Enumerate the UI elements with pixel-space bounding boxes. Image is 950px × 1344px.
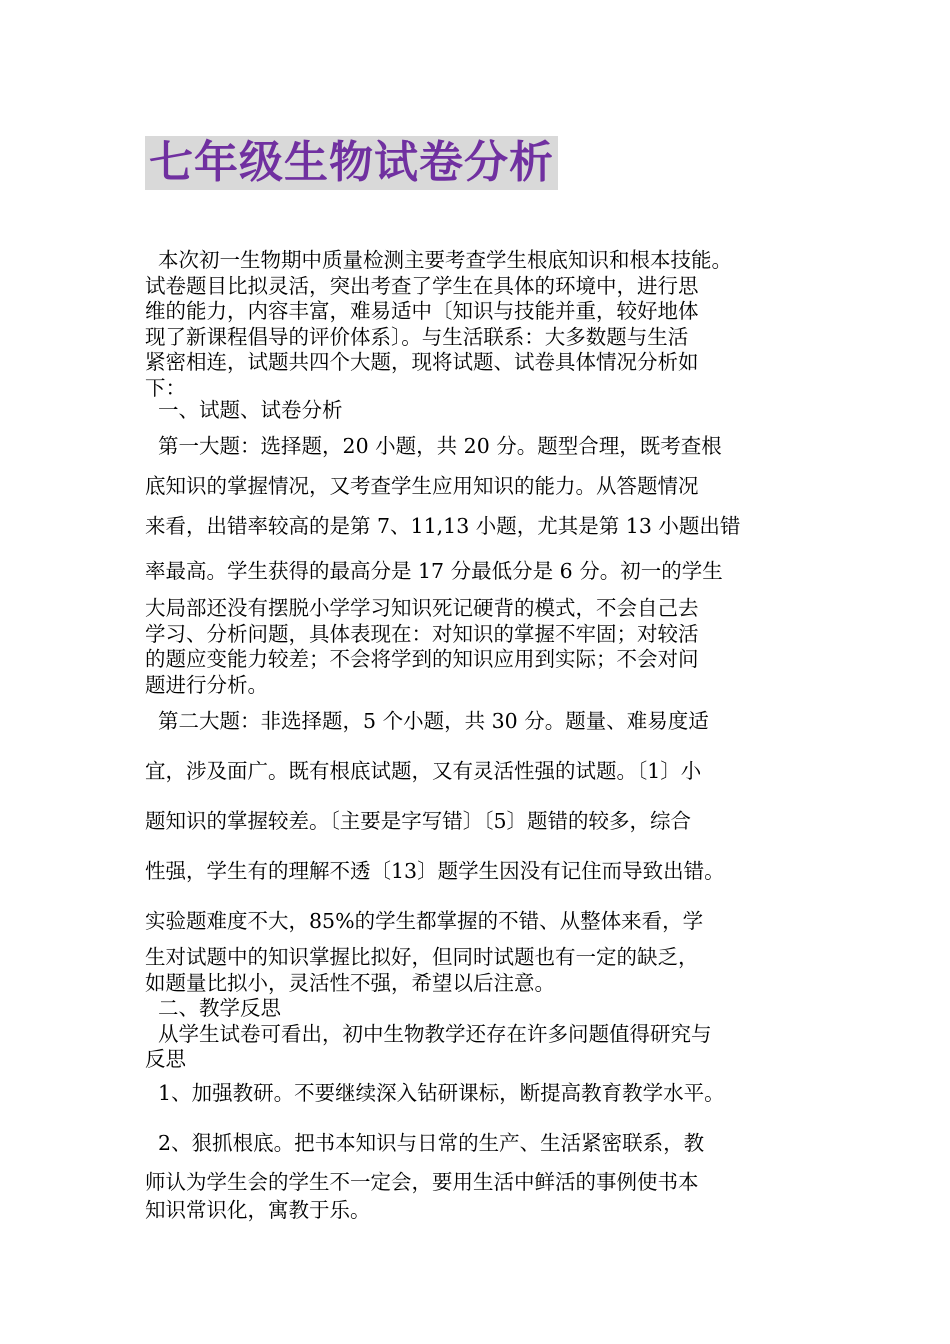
list-item [145, 1128, 825, 1158]
text-line: 1、加强教研。不要继续深入钻研课标，断提高教育教学水平。 [145, 1081, 725, 1105]
text-line: 反思 [145, 1047, 186, 1071]
text-line: 紧密相连，试题共四个大题，现将试题、试卷具体情况分析如 [145, 350, 699, 374]
document-title: 七年级生物试卷分析 [145, 136, 558, 190]
text-line: 学习、分析问题，具体表现在：对知识的掌握不牢固；对较活 [145, 621, 699, 646]
text-line: 来看，出错率较高的是第 7、11,13 小题，尤其是第 13 小题出错 [145, 514, 741, 538]
text-line: 知识常识化，寓教于乐。 [145, 1198, 371, 1222]
part-2-paragraph [145, 945, 825, 1073]
part-1-paragraph [145, 551, 825, 591]
text-line: 师认为学生会的学生不一定会，要用生活中鲜活的事例使书本 [145, 1170, 699, 1194]
list-item [145, 1168, 825, 1224]
part-1-paragraph [145, 596, 825, 698]
list-item [145, 1078, 825, 1108]
text-line: 第二大题：非选择题，5 个小题，共 30 分。题量、难易度适 [145, 709, 709, 733]
text-line: 底知识的掌握情况，又考查学生应用知识的能力。从答题情况 [145, 474, 699, 498]
text-line: 一、试题、试卷分析 [145, 398, 343, 422]
text-line: 生对试题中的知识掌握比拟好，但同时试题也有一定的缺乏， [145, 945, 699, 969]
text-line: 实验题难度不大，85%的学生都掌握的不错、从整体来看，学 [145, 909, 704, 933]
text-line: 从学生试卷可看出，初中生物教学还存在许多问题值得研究与 [145, 1021, 712, 1046]
part-2-paragraph [145, 696, 825, 946]
section-heading: 二、教学反思 [145, 996, 282, 1020]
text-line: 率最高。学生获得的最高分是 17 分最低分是 6 分。初一的学生 [145, 559, 723, 583]
text-line: 2、狠抓根底。把书本知识与日常的生产、生活紧密联系，教 [145, 1131, 705, 1155]
text-line: 现了新课程倡导的评价体系〕。与生活联系：大多数题与生活 [145, 324, 689, 349]
text-line: 本次初一生物期中质量检测主要考查学生根底知识和根本技能。 [145, 248, 733, 272]
section-heading [145, 398, 825, 424]
text-line: 大局部还没有摆脱小学学习知识死记硬背的模式，不会自己去 [145, 596, 699, 620]
text-line: 试卷题目比拟灵活，突出考查了学生在具体的环境中，进行思 [145, 273, 699, 298]
text-line: 下： [145, 375, 186, 400]
part-1-paragraph [145, 426, 825, 546]
text-line: 如题量比拟小，灵活性不强，希望以后注意。 [145, 970, 555, 995]
text-line: 维的能力，内容丰富，难易适中〔知识与技能并重，较好地体 [145, 299, 699, 323]
text-line: 题知识的掌握较差。〔主要是字写错〕〔5〕题错的较多，综合 [145, 809, 692, 833]
text-line: 宜，涉及面广。既有根底试题，又有灵活性强的试题。〔1〕小 [145, 759, 702, 783]
text-line: 第一大题：选择题，20 小题，共 20 分。题型合理，既考查根 [145, 434, 722, 458]
text-line: 题进行分析。 [145, 672, 268, 697]
text-line: 性强，学生有的理解不透〔13〕题学生因没有记住而导致出错。 [145, 859, 725, 883]
text-line: 的题应变能力较差；不会将学到的知识应用到实际；不会对问 [145, 647, 699, 671]
intro-paragraph [145, 248, 825, 401]
